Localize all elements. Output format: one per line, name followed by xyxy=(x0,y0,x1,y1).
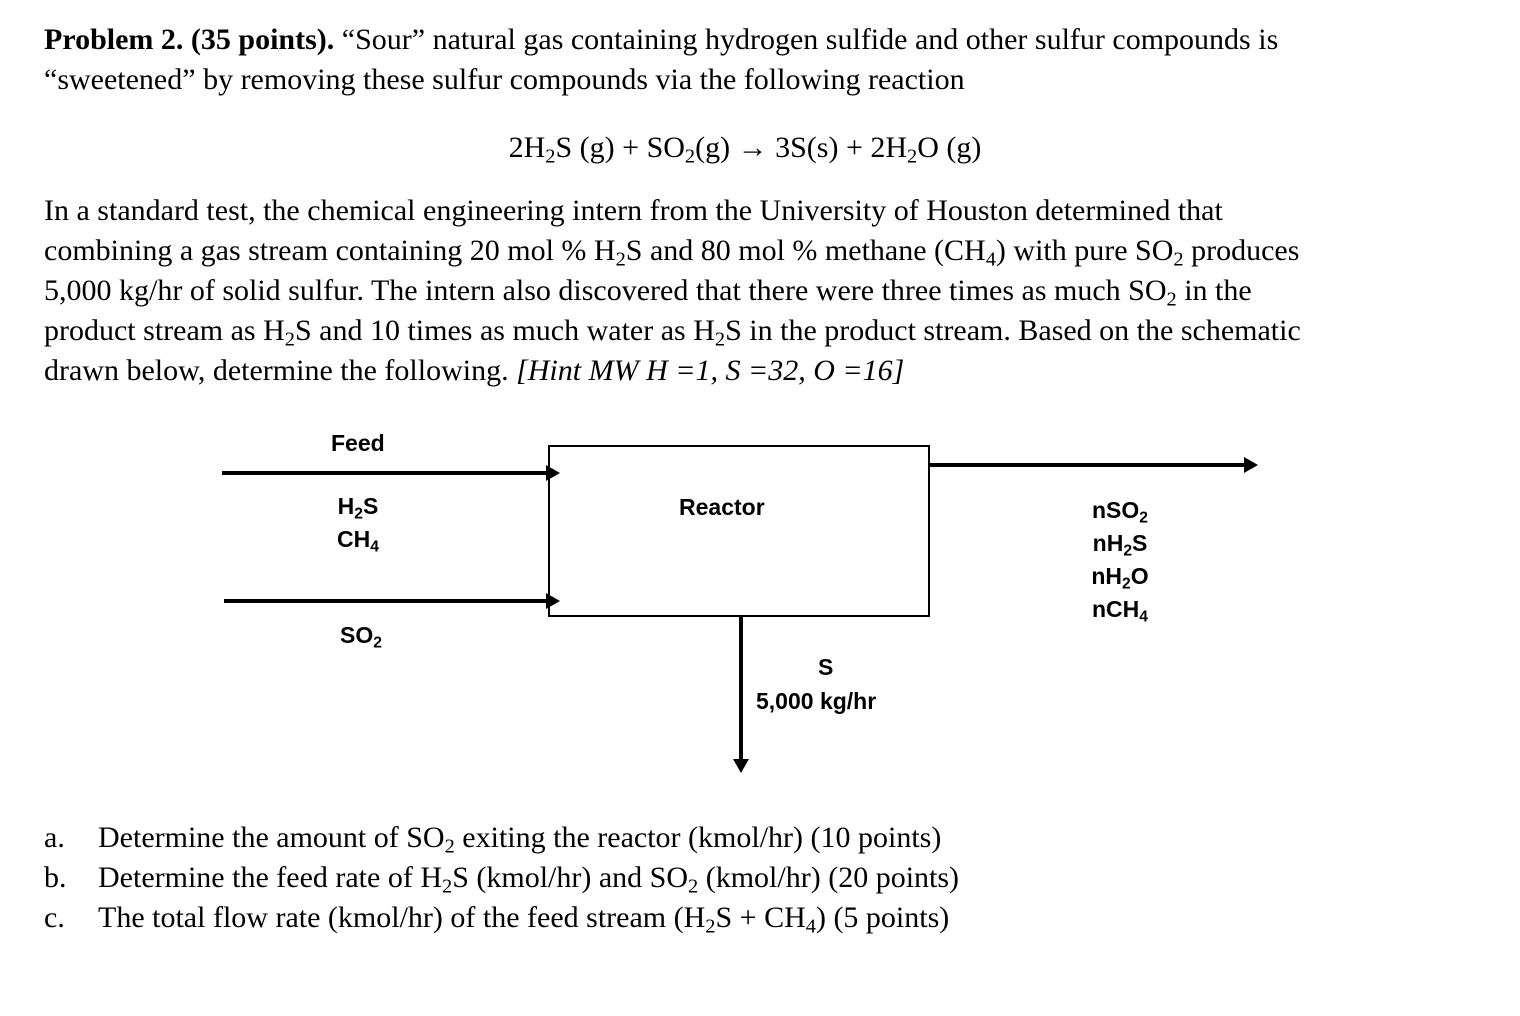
question-list xyxy=(44,818,1484,938)
test-line-2-sub-2: 4 xyxy=(985,248,996,271)
feed-h2s-b: S xyxy=(362,493,379,519)
test-line-4 xyxy=(44,311,1484,351)
product-so2-a: nSO xyxy=(1092,497,1140,523)
product-ch4-a: nCH xyxy=(1092,596,1140,622)
eq-sub-2: 2 xyxy=(684,145,696,168)
eq-sub-3: 2 xyxy=(907,145,918,168)
product-h2o-sub: 2 xyxy=(1122,575,1131,593)
product-h2s-sub: 2 xyxy=(1123,542,1133,560)
intro-line-2: “sweetened” by removing these sulfur compounds via the following reaction xyxy=(44,63,965,96)
problem-heading: Problem 2. (35 points). xyxy=(44,23,335,56)
intro-line-1-text: “Sour” natural gas containing hydrogen sulfide and other sulfur compounds is xyxy=(334,23,1279,56)
product-h2o xyxy=(1078,560,1162,593)
test-line-3-sub: 2 xyxy=(1166,288,1177,311)
question-c xyxy=(44,898,1484,938)
question-a-marker: a. xyxy=(44,821,65,854)
product-so2 xyxy=(1078,494,1162,527)
eq-part-4: O (g) xyxy=(917,131,982,164)
intro-line-1 xyxy=(44,20,1484,60)
so2-label xyxy=(340,622,382,652)
eq-part-3: (g) → 3S(s) + 2H xyxy=(695,131,908,164)
test-line-2-c: ) with pure SO xyxy=(995,234,1174,267)
feed-label: Feed xyxy=(331,430,385,456)
so2-arrow xyxy=(224,599,548,603)
reactor-box xyxy=(548,445,930,617)
product-h2s-a: nH xyxy=(1092,530,1124,556)
feed-arrow xyxy=(222,471,548,475)
test-line-2-sub-1: 2 xyxy=(615,248,626,271)
sulfur-rate: 5,000 kg/hr xyxy=(756,688,877,714)
question-c-text-b: S + CH xyxy=(715,901,806,934)
product-h2s xyxy=(1078,527,1162,560)
product-ch4-sub: 4 xyxy=(1139,608,1148,626)
question-b-text-b: S (kmol/hr) and SO xyxy=(452,861,689,894)
question-b-text-a: Determine the feed rate of H xyxy=(98,861,442,894)
so2-label-a: SO xyxy=(340,622,374,648)
question-c-sub-1: 2 xyxy=(705,915,716,938)
product-composition xyxy=(1078,494,1162,626)
test-line-4-sub-2: 2 xyxy=(714,328,726,351)
feed-ch4-a: CH xyxy=(337,526,371,552)
question-b-marker: b. xyxy=(44,861,67,894)
test-line-2-a: combining a gas stream containing 20 mol % H xyxy=(44,234,616,267)
test-line-2 xyxy=(44,231,1484,271)
product-ch4 xyxy=(1078,593,1162,626)
hint-text: [Hint MW H =1, S =32, O =16] xyxy=(516,354,905,387)
feed-h2s-a: H xyxy=(337,493,355,519)
eq-part-1: 2H xyxy=(508,131,546,164)
eq-part-2: S (g) + SO xyxy=(555,131,685,164)
test-line-2-sub-3: 2 xyxy=(1173,248,1184,271)
product-so2-sub: 2 xyxy=(1139,509,1148,527)
question-b-sub-1: 2 xyxy=(442,875,453,898)
question-a-text-a: Determine the amount of SO xyxy=(98,821,445,854)
sulfur-arrow xyxy=(739,615,743,761)
eq-sub-1: 2 xyxy=(545,145,556,168)
feed-h2s xyxy=(330,490,386,523)
question-c-marker: c. xyxy=(44,901,65,934)
question-c-text-a: The total flow rate (kmol/hr) of the feed stream (H xyxy=(98,901,706,934)
test-line-3 xyxy=(44,271,1484,311)
question-b-sub-2: 2 xyxy=(688,875,699,898)
test-line-3-a: 5,000 kg/hr of solid sulfur. The intern also discovered that there were three times as much SO xyxy=(44,274,1167,307)
test-line-4-a: product stream as H xyxy=(44,314,285,347)
question-a-sub: 2 xyxy=(444,835,455,858)
feed-h2s-sub: 2 xyxy=(354,505,363,523)
test-line-2-d: produces xyxy=(1183,234,1300,267)
question-a xyxy=(44,818,1484,858)
test-line-4-sub-1: 2 xyxy=(284,328,295,351)
feed-composition xyxy=(330,490,386,556)
test-line-5-a: drawn below, determine the following. xyxy=(44,354,517,387)
test-line-3-b: in the xyxy=(1176,274,1252,307)
question-c-text-c: ) (5 points) xyxy=(815,901,950,934)
reaction-equation xyxy=(0,128,1490,168)
question-b-text-c: (kmol/hr) (20 points) xyxy=(698,861,960,894)
feed-ch4 xyxy=(330,523,386,556)
sulfur-label: S xyxy=(818,654,834,680)
question-a-text-b: exiting the reactor (kmol/hr) (10 points) xyxy=(454,821,942,854)
problem-intro xyxy=(44,20,1484,100)
test-line-5 xyxy=(44,351,1484,391)
question-b xyxy=(44,858,1484,898)
reactor-label: Reactor xyxy=(679,494,765,520)
test-line-4-c: S in the product stream. Based on the schematic xyxy=(725,314,1301,347)
test-paragraph xyxy=(44,191,1484,391)
product-h2s-b: S xyxy=(1132,530,1148,556)
product-h2o-b: O xyxy=(1130,563,1149,589)
product-arrow xyxy=(928,463,1246,467)
test-line-1: In a standard test, the chemical engineering intern from the University of Houston determined that xyxy=(44,194,1223,227)
product-h2o-a: nH xyxy=(1091,563,1123,589)
feed-ch4-sub: 4 xyxy=(370,538,379,556)
test-line-2-b: S and 80 mol % methane (CH xyxy=(625,234,986,267)
so2-label-sub: 2 xyxy=(373,634,382,652)
test-line-4-b: S and 10 times as much water as H xyxy=(294,314,715,347)
question-c-sub-2: 4 xyxy=(805,915,816,938)
